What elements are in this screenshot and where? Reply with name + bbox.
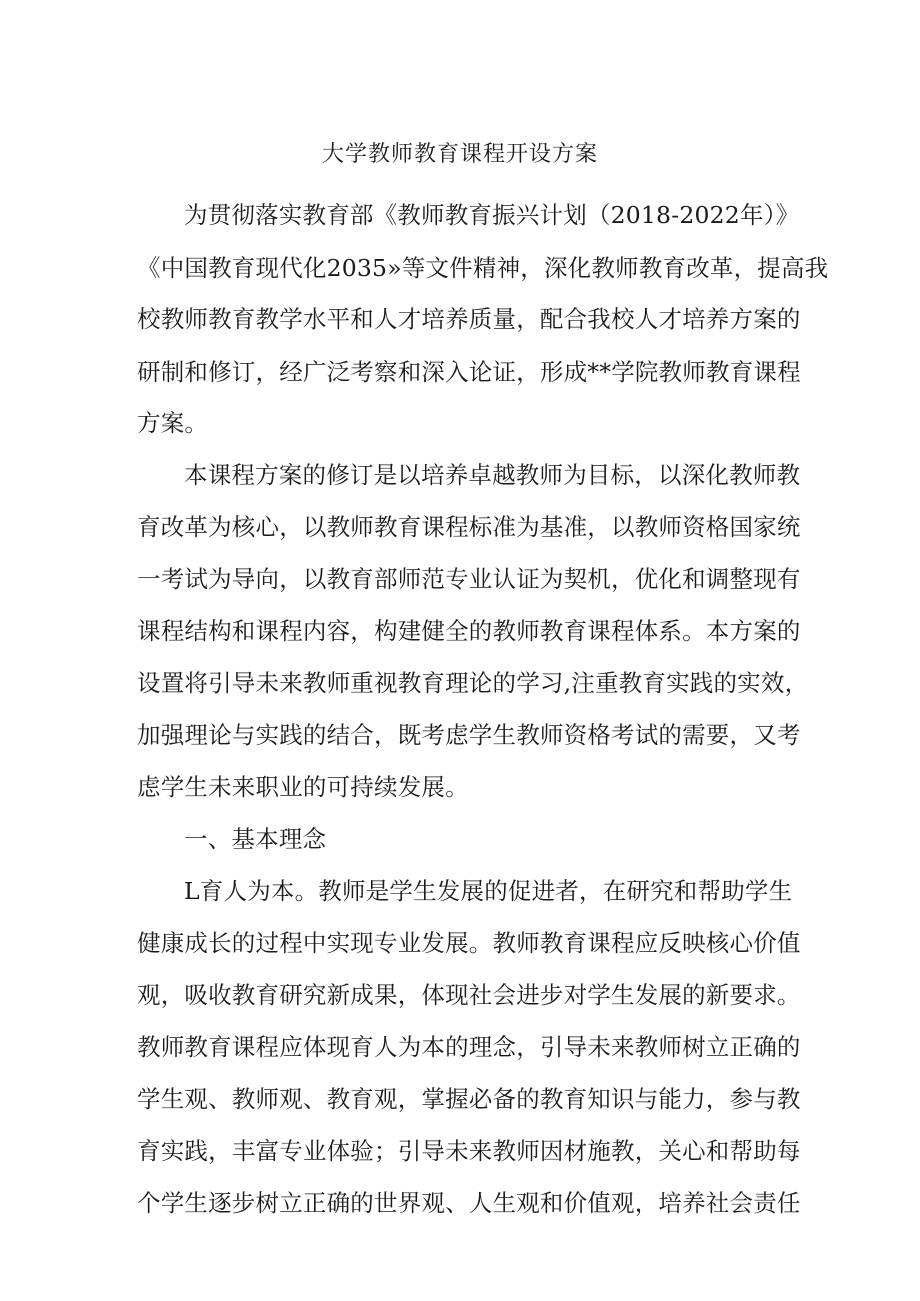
- paragraph-line: 一考试为导向，以教育部师范专业认证为契机，优化和调整现有: [137, 565, 801, 593]
- paragraph-line: 本课程方案的修订是以培养卓越教师为目标，以深化教师教: [184, 461, 801, 489]
- paragraph-line: 个学生逐步树立正确的世界观、人生观和价值观，培养社会责任: [137, 1189, 801, 1217]
- paragraph-line: 育改革为核心，以教师教育课程标准为基准，以教师资格国家统: [137, 513, 801, 541]
- document-title: 大学教师教育课程开设方案: [321, 142, 598, 167]
- paragraph-line: 加强理论与实践的结合，既考虑学生教师资格考试的需要，又考: [137, 721, 801, 749]
- paragraph-line: 《中国教育现代化2035»等文件精神，深化教师教育改革，提高我: [137, 254, 829, 282]
- paragraph-line: 虑学生未来职业的可持续发展。: [137, 773, 469, 801]
- paragraph-line: L育人为本。教师是学生发展的促进者，在研究和帮助学生: [184, 877, 793, 905]
- paragraph-line: 校教师教育教学水平和人才培养质量，配合我校人才培养方案的: [137, 305, 801, 333]
- paragraph-line: 课程结构和课程内容，构建健全的教师教育课程体系。本方案的: [137, 617, 801, 645]
- paragraph-line: 学生观、教师观、教育观，掌握必备的教育知识与能力，参与教: [137, 1085, 801, 1113]
- paragraph-line: 为贯彻落实教育部《教师教育振兴计划（2018-2022年）》: [184, 201, 800, 229]
- paragraph-line: 教师教育课程应体现育人为本的理念，引导未来教师树立正确的: [137, 1033, 801, 1061]
- paragraph-line: 育实践，丰富专业体验；引导未来教师因材施教，关心和帮助每: [137, 1137, 801, 1165]
- paragraph-line: 方案。: [137, 409, 209, 437]
- paragraph-line: 健康成长的过程中实现专业发展。教师教育课程应反映核心价值: [137, 929, 801, 957]
- paragraph-line: 设置将引导未来教师重视教育理论的学习,注重教育实践的实效，: [137, 669, 809, 697]
- paragraph-line: 研制和修订，经广泛考察和深入论证，形成**学院教师教育课程: [137, 358, 801, 386]
- section-heading: 一、基本理念: [184, 825, 327, 853]
- paragraph-line: 观，吸收教育研究新成果，体现社会进步对学生发展的新要求。: [137, 981, 801, 1009]
